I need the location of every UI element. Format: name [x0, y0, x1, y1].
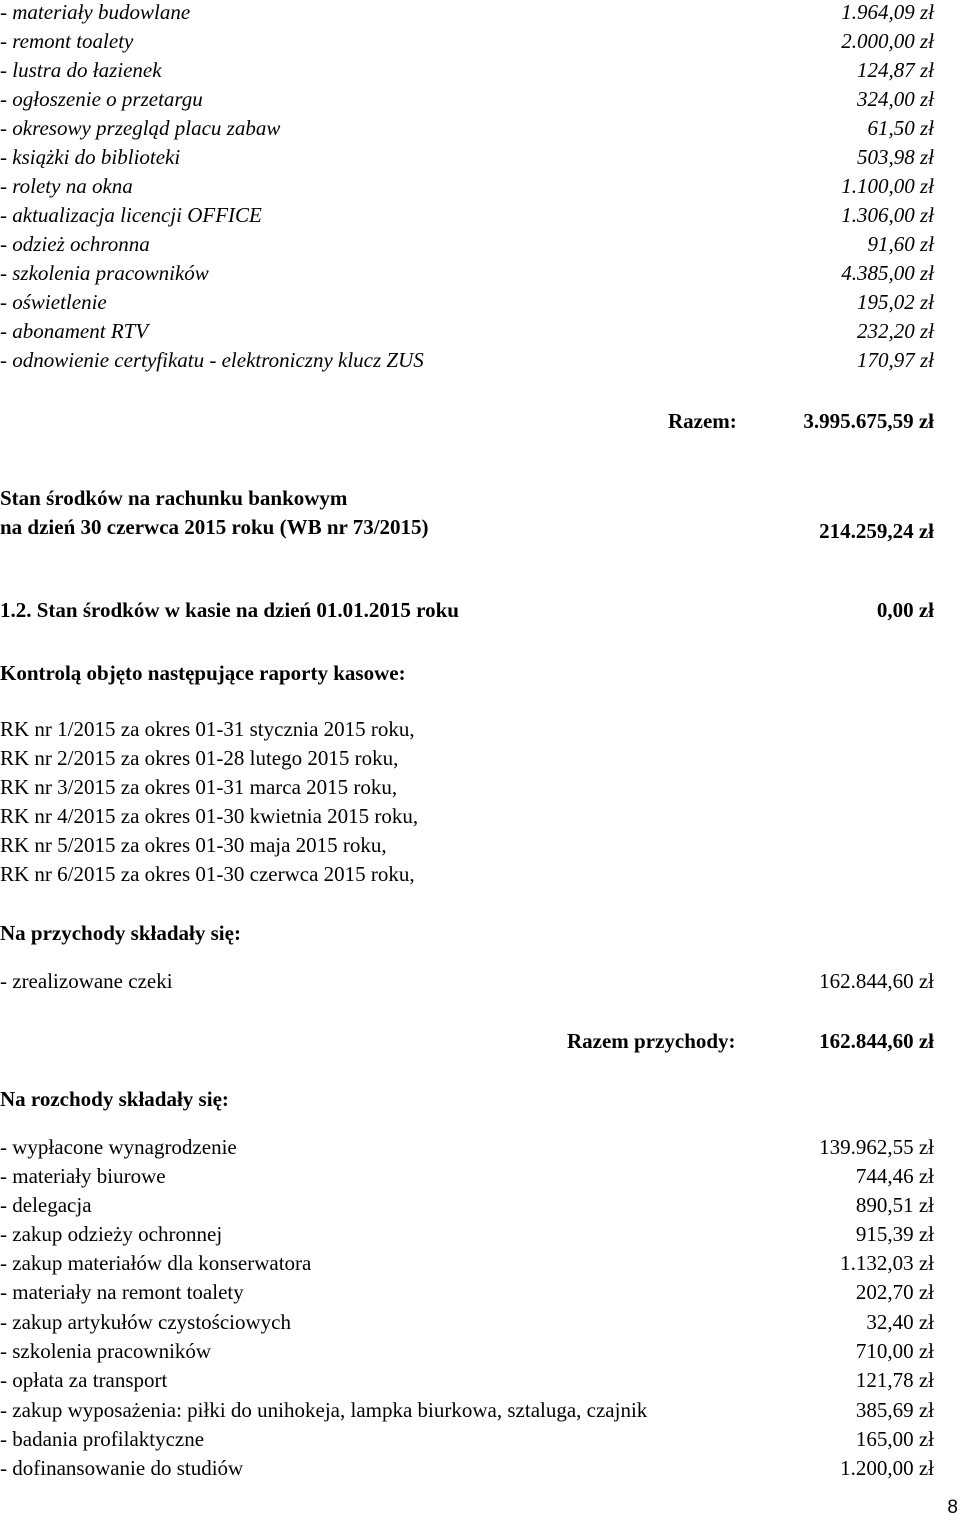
outgoing-label: - szkolenia pracowników: [0, 1339, 212, 1363]
expense-label: - okresowy przegląd placu zabaw: [0, 116, 281, 140]
outgoing-amount: 385,69 zł: [855, 1398, 934, 1422]
outgoing-label: - materiały na remont toalety: [0, 1280, 244, 1304]
outgoing-amount: 139.962,55 zł: [819, 1135, 934, 1159]
outgoing-amount: 915,39 zł: [855, 1222, 934, 1246]
income-heading: Na przychody składały się:: [0, 921, 241, 945]
outgoing-amount: 32,40 zł: [866, 1310, 934, 1334]
expense-label: - remont toalety: [0, 29, 134, 53]
expense-label: - lustra do łazienek: [0, 58, 162, 82]
outgoing-label: - wypłacone wynagrodzenie: [0, 1135, 237, 1159]
bank-balance-line2: na dzień 30 czerwca 2015 roku (WB nr 73/2015): [0, 515, 429, 539]
outgoings-heading: Na rozchody składały się:: [0, 1087, 229, 1111]
outgoing-label: - zakup artykułów czystościowych: [0, 1310, 291, 1334]
bank-balance-amount: 214.259,24 zł: [819, 519, 934, 543]
outgoing-label: - badania profilaktyczne: [0, 1427, 205, 1451]
outgoing-label: - opłata za transport: [0, 1368, 168, 1392]
outgoing-label: - dofinansowanie do studiów: [0, 1456, 244, 1480]
outgoing-amount: 744,46 zł: [855, 1164, 934, 1188]
expense-amount: 503,98 zł: [856, 145, 934, 169]
expense-label: - ogłoszenie o przetargu: [0, 87, 203, 111]
page-number: 8: [947, 1497, 958, 1518]
report-item: RK nr 6/2015 za okres 01-30 czerwca 2015 roku,: [0, 862, 415, 886]
outgoing-amount: 1.132,03 zł: [840, 1251, 934, 1275]
expense-amount: 1.100,00 zł: [841, 174, 934, 198]
expense-amount: 195,02 zł: [856, 290, 934, 314]
expense-label: - rolety na okna: [0, 174, 133, 198]
income-item-label: - zrealizowane czeki: [0, 969, 173, 993]
expense-label: - odnowienie certyfikatu - elektroniczny klucz ZUS: [0, 348, 424, 372]
expense-amount: 91,60 zł: [867, 232, 934, 256]
expense-label: - książki do biblioteki: [0, 145, 181, 169]
outgoing-amount: 165,00 zł: [855, 1427, 934, 1451]
outgoing-label: - delegacja: [0, 1193, 92, 1217]
total-label: Razem:: [668, 409, 737, 433]
reports-heading: Kontrolą objęto następujące raporty kasowe:: [0, 661, 406, 685]
expense-amount: 2.000,00 zł: [841, 29, 934, 53]
expense-amount: 4.385,00 zł: [841, 261, 934, 285]
outgoing-label: - zakup wyposażenia: piłki do unihokeja, lampka biurkowa, sztaluga, czajnik: [0, 1398, 648, 1422]
cash-balance-amount: 0,00 zł: [876, 598, 934, 622]
report-item: RK nr 1/2015 za okres 01-31 stycznia 2015 roku,: [0, 717, 415, 741]
expense-amount: 324,00 zł: [856, 87, 934, 111]
expense-amount: 232,20 zł: [856, 319, 934, 343]
report-item: RK nr 2/2015 za okres 01-28 lutego 2015 roku,: [0, 746, 399, 770]
outgoing-amount: 890,51 zł: [855, 1193, 934, 1217]
cash-balance-heading: 1.2. Stan środków w kasie na dzień 01.01.2015 roku: [0, 598, 459, 622]
outgoing-label: - zakup odzieży ochronnej: [0, 1222, 223, 1246]
outgoing-amount: 121,78 zł: [855, 1368, 934, 1392]
expense-label: - oświetlenie: [0, 290, 107, 314]
report-item: RK nr 3/2015 za okres 01-31 marca 2015 roku,: [0, 775, 398, 799]
expense-amount: 1.964,09 zł: [841, 0, 934, 24]
expense-label: - odzież ochronna: [0, 232, 150, 256]
outgoing-amount: 1.200,00 zł: [840, 1456, 934, 1480]
outgoing-amount: 710,00 zł: [855, 1339, 934, 1363]
outgoing-label: - zakup materiałów dla konserwatora: [0, 1251, 312, 1275]
outgoing-amount: 202,70 zł: [855, 1280, 934, 1304]
expense-amount: 1.306,00 zł: [841, 203, 934, 227]
expense-amount: 61,50 zł: [867, 116, 934, 140]
expense-label: - materiały budowlane: [0, 0, 191, 24]
expense-amount: 170,97 zł: [856, 348, 934, 372]
income-item-amount: 162.844,60 zł: [819, 969, 934, 993]
total-amount: 3.995.675,59 zł: [803, 409, 934, 433]
outgoing-label: - materiały biurowe: [0, 1164, 166, 1188]
income-total-label: Razem przychody:: [567, 1029, 736, 1053]
bank-balance-line1: Stan środków na rachunku bankowym: [0, 486, 348, 510]
report-item: RK nr 4/2015 za okres 01-30 kwietnia 2015 roku,: [0, 804, 419, 828]
report-item: RK nr 5/2015 za okres 01-30 maja 2015 roku,: [0, 833, 387, 857]
expense-label: - aktualizacja licencji OFFICE: [0, 203, 262, 227]
expense-label: - szkolenia pracowników: [0, 261, 209, 285]
expense-amount: 124,87 zł: [856, 58, 934, 82]
income-total-amount: 162.844,60 zł: [819, 1029, 934, 1053]
expense-label: - abonament RTV: [0, 319, 149, 343]
